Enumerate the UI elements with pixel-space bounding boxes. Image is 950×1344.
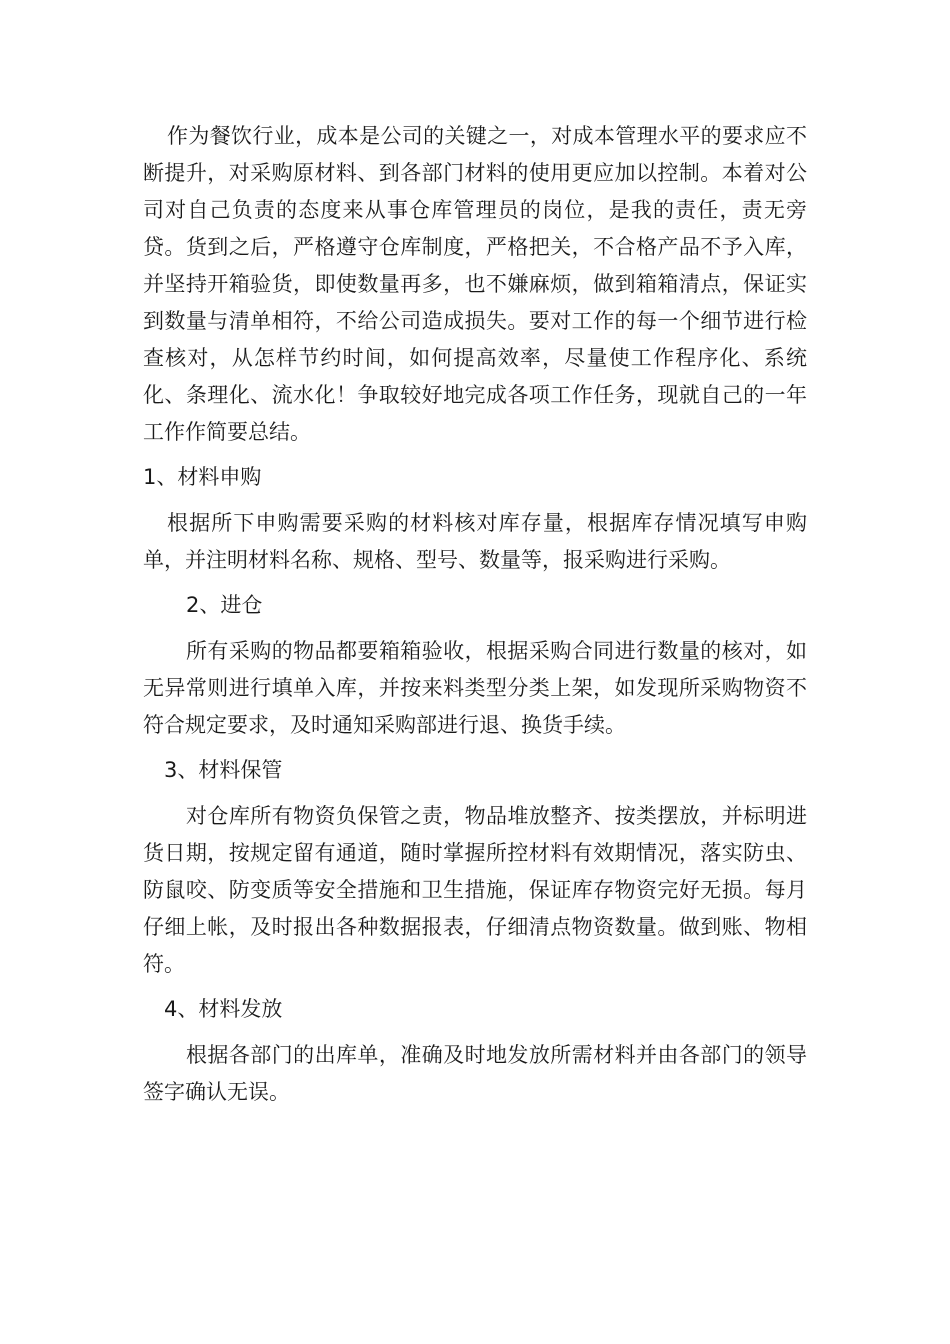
section-heading-warehousing: 2、进仓 (186, 593, 263, 617)
section-heading-distribution: 4、材料发放 (164, 997, 283, 1021)
intro-paragraph: 作为餐饮行业，成本是公司的关键之一，对成本管理水平的要求应不断提升，对采购原材料、到各部门材料的使用更应加以控制。本着对公司对自己负责的态度来从事仓库管理员的岗位，是我的责任，责无旁贷。货到之后，严格遵守仓库制度，严格把关，不合格产品不予入库，并坚持开箱验货，即使数量再多，也不嫌麻烦，做到箱箱清点，保证实到数量与清单相符，不给公司造成损失。要对工作的每一个细节进行检查核对，从怎样节约时间，如何提高效率，尽量使工作程序化、系统化、条理化、流水化！争取较好地完成各项工作任务，现就自己的一年工作作简要总结。 (143, 124, 807, 444)
section-heading-purchase-request: 1、材料申购 (143, 465, 262, 489)
section-body-warehousing: 所有采购的物品都要箱箱验收，根据采购合同进行数量的核对，如无异常则进行填单入库，并按来料类型分类上架，如发现所采购物资不符合规定要求，及时通知采购部进行退、换货手续。 (143, 639, 807, 737)
section-body-purchase-request: 根据所下申购需要采购的材料核对库存量，根据库存情况填写申购单，并注明材料名称、规格、型号、数量等，报采购进行采购。 (143, 511, 807, 572)
section-body-distribution: 根据各部门的出库单，准确及时地发放所需材料并由各部门的领导签字确认无误。 (143, 1043, 807, 1104)
section-heading-storage: 3、材料保管 (164, 758, 283, 782)
section-body-storage: 对仓库所有物资负保管之责，物品堆放整齐、按类摆放，并标明进货日期，按规定留有通道，随时掌握所控材料有效期情况，落实防虫、防鼠咬、防变质等安全措施和卫生措施，保证库存物资完好无损。每月仔细上帐，及时报出各种数据报表，仔细清点物资数量。做到账、物相符。 (143, 804, 807, 976)
document-body (143, 118, 807, 1111)
